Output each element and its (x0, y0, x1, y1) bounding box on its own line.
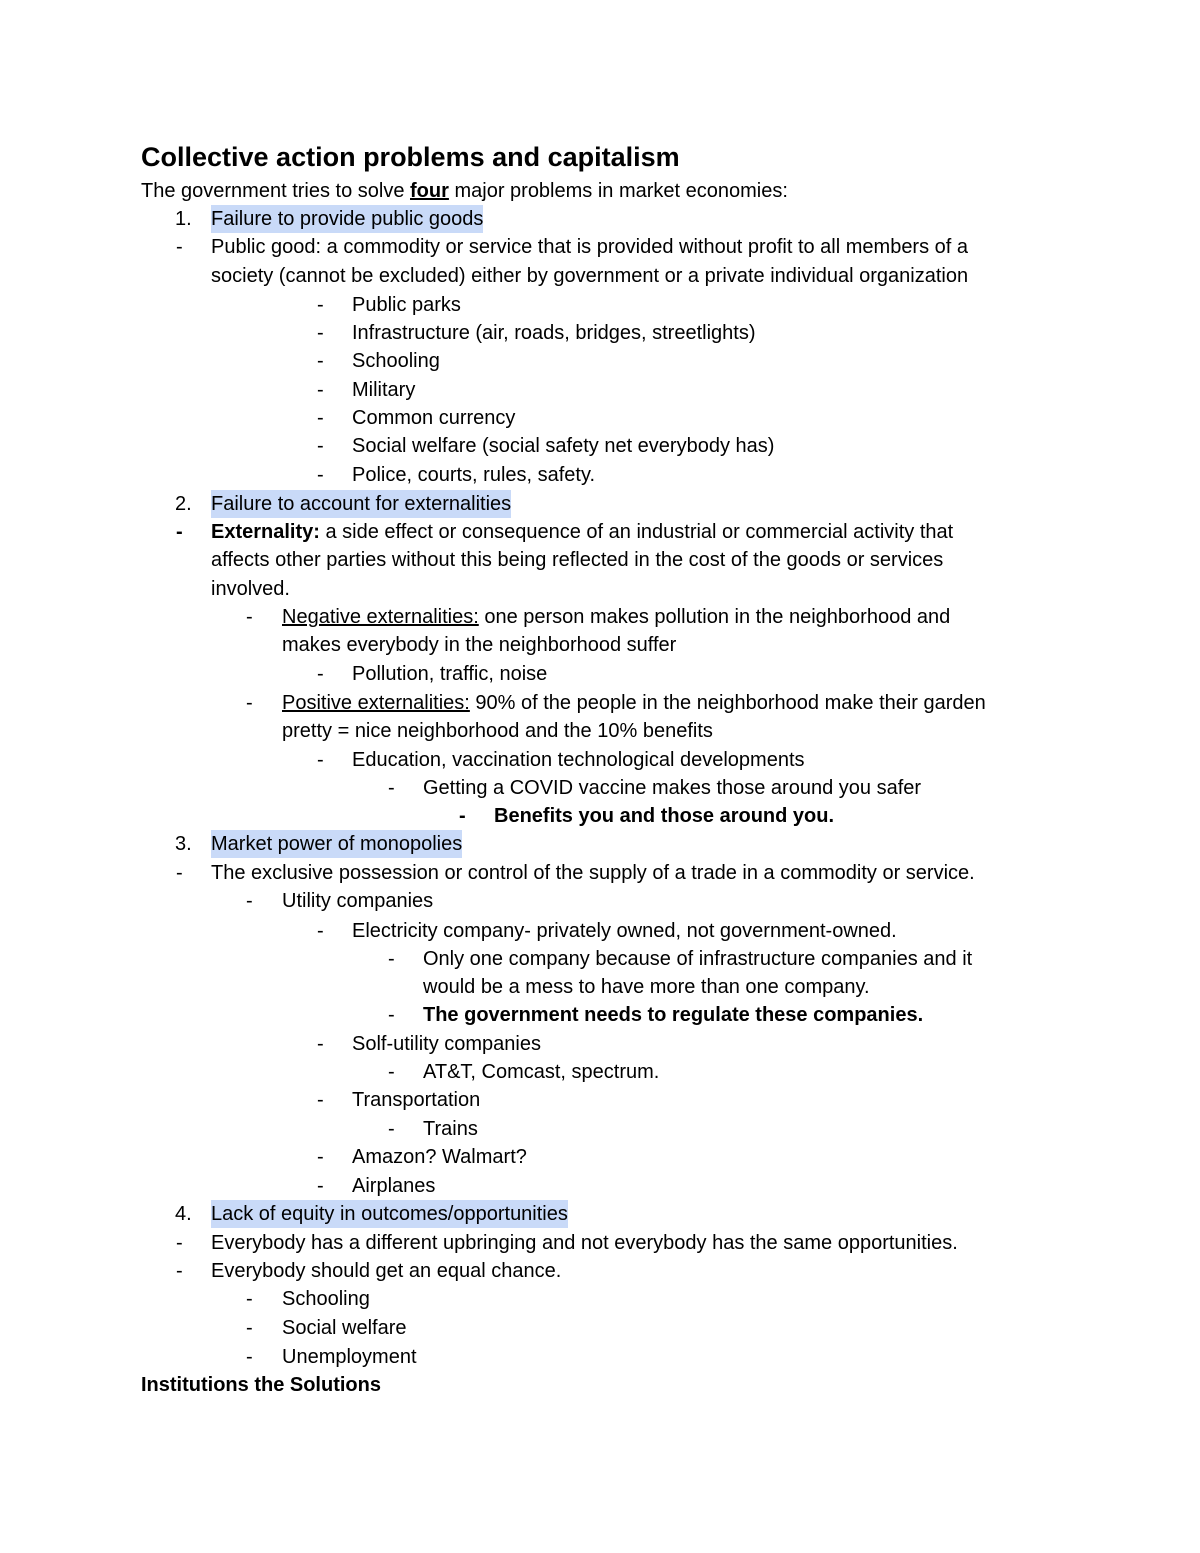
intro-emphasis: four (410, 180, 449, 202)
item-text: AT&T, Comcast, spectrum. (423, 1061, 660, 1083)
bullet-dash: - (176, 521, 183, 543)
item-text: involved. (211, 578, 290, 600)
bullet-dash: - (246, 890, 253, 912)
item-text: society (cannot be excluded) either by government or a private individual organization (211, 265, 969, 287)
bullet-dash: - (317, 920, 324, 942)
bullet-dash: - (317, 1089, 324, 1111)
bullet-dash: - (246, 606, 253, 628)
bullet-dash: - (317, 1033, 324, 1055)
intro-text-before: The government tries to solve (141, 180, 411, 202)
term-label: Externality: (211, 521, 320, 543)
highlighted-heading: Failure to account for externalities (211, 490, 511, 518)
item-text-bold: Benefits you and those around you. (494, 805, 835, 827)
bullet-dash: - (317, 294, 324, 316)
bullet-dash: - (317, 407, 324, 429)
item-text: Social welfare (282, 1317, 407, 1339)
item-text: 90% of the people in the neighborhood make their garden (469, 692, 986, 714)
list-number: 2. (175, 493, 192, 515)
intro-text-after: major problems in market economies: (448, 180, 788, 202)
bullet-dash: - (317, 1175, 324, 1197)
item-text: Schooling (282, 1288, 370, 1310)
item-text: Transportation (352, 1089, 481, 1111)
item-text: Infrastructure (air, roads, bridges, streetlights) (352, 322, 756, 344)
item-text: Police, courts, rules, safety. (352, 464, 596, 486)
item-text: Only one company because of infrastructure companies and it (423, 948, 973, 970)
item-text: Getting a COVID vaccine makes those around you safer (423, 777, 922, 799)
item-text: one person makes pollution in the neighborhood and (478, 606, 951, 628)
bullet-dash: - (388, 1004, 395, 1026)
page-title: Collective action problems and capitalism (141, 142, 680, 172)
bullet-dash: - (317, 749, 324, 771)
item-text: pretty = nice neighborhood and the 10% benefits (282, 720, 713, 742)
bullet-dash: - (317, 379, 324, 401)
item-text: Education, vaccination technological developments (352, 749, 805, 771)
item-text: Public parks (352, 294, 461, 316)
bullet-dash: - (246, 1288, 253, 1310)
item-text: Electricity company- privately owned, not government-owned. (352, 920, 897, 942)
term-label: Positive externalities: (282, 692, 470, 714)
bullet-dash: - (388, 1061, 395, 1083)
highlighted-heading: Lack of equity in outcomes/opportunities (211, 1200, 568, 1228)
bullet-dash: - (176, 1232, 183, 1254)
item-text: would be a mess to have more than one company. (423, 976, 870, 998)
bullet-dash: - (176, 236, 183, 258)
item-text: Unemployment (282, 1346, 417, 1368)
bullet-dash: - (317, 464, 324, 486)
bullet-dash: - (246, 692, 253, 714)
bullet-dash: - (459, 805, 466, 827)
bullet-dash: - (176, 862, 183, 884)
list-number: 1. (175, 208, 192, 230)
list-number: 3. (175, 833, 192, 855)
item-text: The exclusive possession or control of the supply of a trade in a commodity or service. (211, 862, 975, 884)
item-text: makes everybody in the neighborhood suffer (282, 634, 677, 656)
item-text: Everybody has a different upbringing and not everybody has the same opportunities. (211, 1232, 958, 1254)
item-text: Military (352, 379, 416, 401)
bullet-dash: - (317, 350, 324, 372)
item-text: Trains (423, 1118, 478, 1140)
item-text: Common currency (352, 407, 516, 429)
item-text: Amazon? Walmart? (352, 1146, 527, 1168)
item-text: Airplanes (352, 1175, 436, 1197)
item-text: affects other parties without this being reflected in the cost of the goods or services (211, 549, 944, 571)
bullet-dash: - (317, 435, 324, 457)
highlighted-heading: Market power of monopolies (211, 830, 462, 858)
item-text-bold: The government needs to regulate these companies. (423, 1004, 924, 1026)
bullet-dash: - (388, 948, 395, 970)
term-label: Negative externalities: (282, 606, 479, 628)
bullet-dash: - (246, 1317, 253, 1339)
bullet-dash: - (246, 1346, 253, 1368)
item-text: Utility companies (282, 890, 434, 912)
item-text: Pollution, traffic, noise (352, 663, 548, 685)
highlighted-heading: Failure to provide public goods (211, 205, 483, 233)
bullet-dash: - (176, 1260, 183, 1282)
bullet-dash: - (388, 1118, 395, 1140)
item-text: a side effect or consequence of an industrial or commercial activity that (319, 521, 954, 543)
bullet-dash: - (388, 777, 395, 799)
bullet-dash: - (317, 322, 324, 344)
item-text: Schooling (352, 350, 440, 372)
item-text: Public good: a commodity or service that is provided without profit to all members of a (211, 236, 969, 258)
list-number: 4. (175, 1203, 192, 1225)
item-text: Everybody should get an equal chance. (211, 1260, 562, 1282)
bullet-dash: - (317, 1146, 324, 1168)
bullet-dash: - (317, 663, 324, 685)
item-text: Social welfare (social safety net everybody has) (352, 435, 775, 457)
item-text: Solf-utility companies (352, 1033, 541, 1055)
footer-heading: Institutions the Solutions (141, 1374, 381, 1396)
